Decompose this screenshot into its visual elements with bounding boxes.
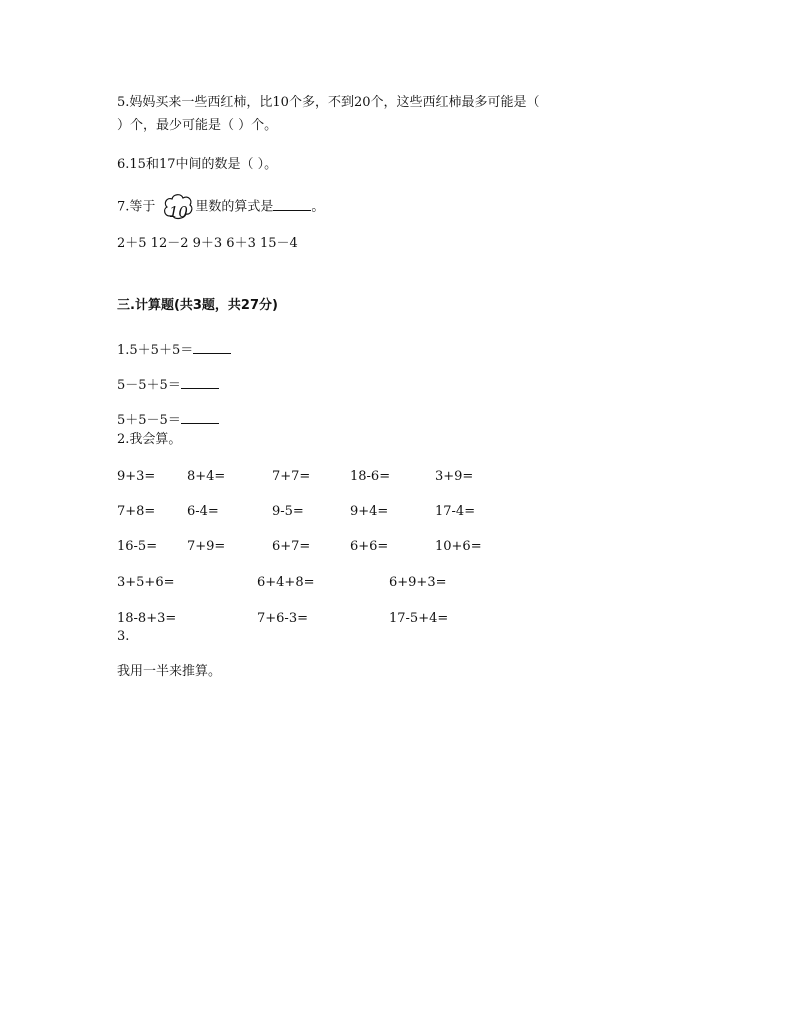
calc-expression: 1.5＋5＋5＝ [117, 343, 194, 358]
calc-expression: 5－5＋5＝ [117, 378, 181, 393]
q5-line-1: 5.妈妈买来一些西红柿，比10个多，不到20个，这些西红柿最多可能是（ [117, 95, 540, 110]
calc-item: 6+6= [350, 539, 389, 554]
calc-item: 17-4= [435, 504, 476, 519]
calc-item: 6+7= [272, 539, 311, 554]
answer-blank[interactable] [181, 376, 219, 389]
calc-item: 3+9= [435, 469, 474, 484]
section-heading: 三.计算题(共3题，共27分) [117, 298, 278, 313]
q6-text: 6.15和17中间的数是（ ）。 [117, 157, 278, 172]
answer-blank[interactable] [181, 411, 219, 424]
calc-item: 7+7= [272, 469, 311, 484]
calc-item: 9-5= [272, 504, 304, 519]
calc-item: 18-8+3= [117, 611, 177, 626]
flower-number: 10 [168, 203, 188, 221]
calc-item: 17-5+4= [389, 611, 449, 626]
q3-number: 3. [117, 629, 130, 644]
calc-line-3 [117, 411, 219, 429]
q2-title: 2.我会算。 [117, 432, 182, 447]
q5-line-2: ）个，最少可能是（ ）个。 [117, 118, 278, 133]
q7-suffix: 里数的算式是 [195, 199, 274, 215]
q7-prefix: 7.等于 [117, 199, 156, 215]
calc-item: 3+5+6= [117, 575, 175, 590]
q3-text: 我用一半来推算。 [117, 664, 222, 679]
calc-item: 7+8= [117, 504, 156, 519]
calc-line-1 [117, 341, 231, 359]
calc-item: 10+6= [435, 539, 482, 554]
flower-icon [161, 192, 195, 222]
calc-item: 7+6-3= [257, 611, 308, 626]
calc-item: 9+3= [117, 469, 156, 484]
calc-item: 18-6= [350, 469, 391, 484]
calc-expression: 5＋5－5＝ [117, 413, 181, 428]
q7-options: 2＋5 12－2 9＋3 6＋3 15－4 [117, 236, 298, 251]
calc-item: 6-4= [187, 504, 219, 519]
calc-item: 8+4= [187, 469, 226, 484]
calc-item: 7+9= [187, 539, 226, 554]
answer-blank[interactable] [193, 341, 231, 354]
calc-item: 6+9+3= [389, 575, 447, 590]
q7-end: 。 [311, 199, 325, 215]
q7-answer-blank[interactable] [273, 198, 311, 211]
calc-item: 9+4= [350, 504, 389, 519]
calc-item: 6+4+8= [257, 575, 315, 590]
calc-item: 16-5= [117, 539, 158, 554]
q7-line [117, 192, 324, 223]
calc-line-2 [117, 376, 219, 394]
